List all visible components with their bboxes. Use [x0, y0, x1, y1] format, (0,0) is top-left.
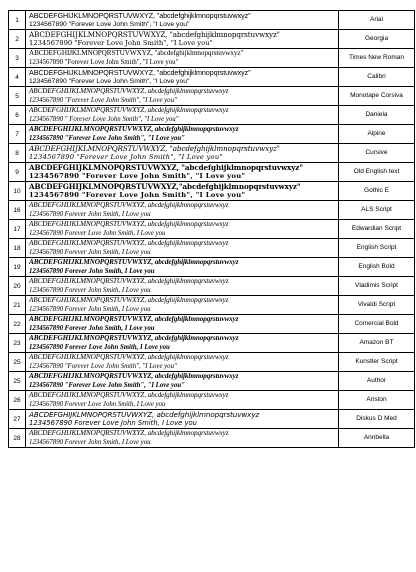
sample-phrase: 1234567890 " Forever Love John Smith", "I Love you" [29, 116, 179, 123]
sample-alphabet: ABCDEFGHIJKLMNOPQRSTUVWXYZ, "abcdefghijklmnopqrstuvwxyz" [29, 30, 280, 39]
sample-alphabet: ABCDEFGHIJKLMNOPQRSTUVWXYZ, abcdefghijklmnopqrstuvwxyz [29, 125, 239, 133]
font-name: Vladimis Script [339, 277, 415, 296]
row-number: 28 [9, 429, 26, 448]
font-name: Ariston [339, 391, 415, 410]
sample-alphabet: ABCDEFGHIJKLMNOPQRSTUVWXYZ, abcdefghijklmnopqrstuvwxyz [29, 239, 229, 247]
font-row [9, 258, 415, 277]
font-sample [26, 106, 339, 125]
font-sample [26, 334, 339, 353]
font-name: Georgia [339, 30, 415, 49]
font-name: Comercial Bold [339, 315, 415, 334]
font-name: Arial [339, 11, 415, 30]
font-row [9, 296, 415, 315]
font-sample-table [8, 10, 415, 448]
font-sample [26, 353, 339, 372]
row-number: 21 [9, 296, 26, 315]
font-sample [26, 11, 339, 30]
sample-phrase: 1234567890 "Forever Love John Smith", "I Love you" [29, 191, 246, 199]
font-row [9, 125, 415, 144]
font-name: Annbella [339, 429, 415, 448]
sample-phrase: 1234567890 "Forever Love John Smith", "I Love you" [29, 97, 177, 104]
sample-alphabet: ABCDEFGHIJKLMNOPQRSTUVWXYZ, abcdefghijklmnopqrstuvwxyz [29, 277, 229, 285]
font-name: Times New Roman [339, 49, 415, 68]
font-row [9, 49, 415, 68]
row-number: 1 [9, 11, 26, 30]
font-sample [26, 372, 339, 391]
row-number: 7 [9, 125, 26, 144]
sample-alphabet: ABCDEFGHIJKLMNOPQRSTUVWXYZ, "abcdefghijklmnopqrstuvwxyz" [29, 163, 303, 172]
font-name: Amazon BT [339, 334, 415, 353]
row-number: 18 [9, 239, 26, 258]
sample-phrase: 1234567890 "Forever Love John Smith", "I Love you" [29, 382, 185, 389]
font-sample [26, 429, 339, 448]
font-sample [26, 163, 339, 182]
row-number: 25 [9, 353, 26, 372]
row-number: 19 [9, 258, 26, 277]
sample-phrase: 1234567890 Forever John Smith, I Love you [29, 439, 151, 446]
sample-alphabet: ABCDEFGHIJKLMNOPQRSTUVWXYZ, "abcdefghijklmnopqrstuvwxyz" [29, 49, 244, 57]
font-sample [26, 201, 339, 220]
font-row [9, 391, 415, 410]
sample-alphabet: ABCDEFGHIJKLMNOPQRSTUVWXYZ, abcdefghijklmnopqrstuvwxyz [29, 201, 229, 209]
sample-phrase: 1234567890 Forever John Smith, I Love you [29, 268, 155, 275]
font-name: Edwardian Script [339, 220, 415, 239]
font-name: Alpine [339, 125, 415, 144]
font-name: Vivaldi Script [339, 296, 415, 315]
sample-phrase: 1234567890 Forever John Smith, I Love you [29, 306, 151, 313]
sample-alphabet: ABCDEFGHIJKLMNOPQRSTUVWXYZ, abcdefghijklmnopqrstuvwxyz [29, 258, 239, 266]
font-row [9, 277, 415, 296]
sample-phrase: 1234567890 Forever John Smith, I Love you [29, 287, 151, 294]
font-sample [26, 30, 339, 49]
sample-alphabet: ABCDEFGHIJKLMNOPQRSTUVWXYZ, abcdefghijklmnopqrstuvwxyz [29, 87, 229, 95]
font-row [9, 372, 415, 391]
sample-phrase: 1234567890 "Forever Love John Smith", "I Love you" [29, 135, 185, 142]
row-number: 10 [9, 182, 26, 201]
font-sample [26, 296, 339, 315]
font-name: Gothic E [339, 182, 415, 201]
sample-alphabet: ABCDEFGHIJKLMNOPQRSTUVWXYZ, "abcdefghijklmnopqrstuvwxyz" [29, 11, 251, 20]
sample-alphabet: ABCDEFGHIJKLMNOPQRSTUVWXYZ,"abcdefghijklmnopqrstuvwxyz" [29, 182, 301, 191]
font-sample [26, 87, 339, 106]
font-row [9, 68, 415, 87]
font-row [9, 163, 415, 182]
sample-alphabet: ABCDEFGHIJKLMNOPQRSTUVWXYZ, abcdefghijklmnopqrstuvwxyz [29, 315, 239, 323]
sample-alphabet: ABCDEFGHIJKLMNOPQRSTUVWXYZ, abcdefghijklmnopqrstuvwxyz [29, 106, 229, 114]
sample-alphabet: ABCDEFGHIJKLMNOPQRSTUVWXYZ, abcdefghijklmnopqrstuvwxyz [29, 334, 239, 342]
sample-phrase: 1234567890 Forever John Smith, I Love you [29, 325, 155, 332]
font-sample [26, 315, 339, 334]
row-number: 16 [9, 201, 26, 220]
row-number: 9 [9, 163, 26, 182]
font-row [9, 30, 415, 49]
font-row [9, 11, 415, 30]
sample-phrase: 1234567890 "Forever Love John Smith", "I Love you" [29, 363, 177, 370]
font-sample [26, 277, 339, 296]
sample-phrase: 1234567890 Forever John Smith, I Love you [29, 249, 151, 256]
font-row [9, 410, 415, 429]
row-number: 5 [9, 87, 26, 106]
row-number: 6 [9, 106, 26, 125]
font-row [9, 334, 415, 353]
row-number: 2 [9, 30, 26, 49]
font-sample [26, 410, 339, 429]
font-name: Diskus D Med [339, 410, 415, 429]
font-sample-rows [9, 11, 415, 448]
sample-alphabet: ABCDEFGHIJKLMNOPQRSTUVWXYZ, abcdefghijklmnopqrstuvwxyz [29, 429, 229, 437]
font-sample [26, 49, 339, 68]
sample-phrase: 1234567890 "Forever Love John Smith", "I Love you" [29, 39, 213, 47]
sample-phrase: 1234567890 Forever John Smith, I Love you [29, 211, 151, 218]
font-sample [26, 239, 339, 258]
sample-alphabet: ABCDEFGHIJKLMNOPQRSTUVWXYZ, abcdefghijklmnopqrstuvwxyz [29, 353, 229, 361]
font-name: Calibri [339, 68, 415, 87]
font-name: Author [339, 372, 415, 391]
sample-phrase: 1234567890 Forever Love John Smith, I Love you [29, 419, 197, 427]
sample-phrase: 1234567890 "Forever Love John Smith", "I Love you" [29, 21, 190, 28]
sample-alphabet: ABCDEFGHIJKLMNOPQRSTUVWXYZ, abcdefghijklmnopqrstuvwxyz [29, 220, 229, 228]
font-sample [26, 125, 339, 144]
font-name: Cursive [339, 144, 415, 163]
sample-alphabet: ABCDEFGHIJKLMNOPQRSTUVWXYZ, abcdefghijklmnopqrstuvwxyz [29, 296, 229, 304]
row-number: 27 [9, 410, 26, 429]
font-row [9, 315, 415, 334]
font-name: English Script [339, 239, 415, 258]
sample-phrase: 1234567890 "Forever Love John Smith", "I Love you" [29, 153, 223, 161]
sample-phrase: 1234567890 Forever Love John Smith, I Love you [29, 344, 170, 351]
sample-phrase: 1234567890 Forever Love John Smith, I Love you [29, 230, 166, 237]
font-sample [26, 220, 339, 239]
row-number: 3 [9, 49, 26, 68]
font-row [9, 201, 415, 220]
font-name: Daniela [339, 106, 415, 125]
row-number: 26 [9, 391, 26, 410]
font-name: Kunstler Script [339, 353, 415, 372]
sample-phrase: 1234567890 "Forever Love John Smith", "I Love you" [29, 78, 190, 85]
sample-alphabet: ABCDEFGHIJKLMNOPQRSTUVWXYZ, abcdefghijklmnopqrstuvwxyz [29, 410, 260, 419]
font-row [9, 353, 415, 372]
row-number: 17 [9, 220, 26, 239]
sample-phrase: 1234567890 "Forever Love John Smith", "I Love you" [29, 59, 179, 66]
font-row [9, 87, 415, 106]
font-row [9, 182, 415, 201]
row-number: 23 [9, 334, 26, 353]
font-sample [26, 144, 339, 163]
sample-phrase: 1234567890 "Forever Love John Smith", "I Love you" [29, 172, 246, 180]
font-row [9, 429, 415, 448]
sample-alphabet: ABCDEFGHIJKLMNOPQRSTUVWXYZ, "abcdefghijklmnopqrstuvwxyz" [29, 68, 251, 77]
font-row [9, 106, 415, 125]
row-number: 8 [9, 144, 26, 163]
font-name: Monotape Corsiva [339, 87, 415, 106]
row-number: 25 [9, 372, 26, 391]
sample-alphabet: ABCDEFGHIJKLMNOPQRSTUVWXYZ, abcdefghijklmnopqrstuvwxyz [29, 372, 239, 380]
row-number: 22 [9, 315, 26, 334]
row-number: 20 [9, 277, 26, 296]
font-row [9, 144, 415, 163]
font-sample [26, 258, 339, 277]
sample-alphabet: ABCDEFGHIJKLMNOPQRSTUVWXYZ, "abcdefghijklmnopqrstuvwxyz" [29, 144, 280, 153]
font-sample [26, 182, 339, 201]
font-name: English Bold [339, 258, 415, 277]
font-sample [26, 68, 339, 87]
font-row [9, 239, 415, 258]
row-number: 4 [9, 68, 26, 87]
sample-phrase: 1234567890 Forever Love John Smith, I Love you [29, 401, 166, 408]
font-row [9, 220, 415, 239]
sample-alphabet: ABCDEFGHIJKLMNOPQRSTUVWXYZ, abcdefghijklmnopqrstuvwxyz [29, 391, 229, 399]
font-name: Old English text [339, 163, 415, 182]
font-name: ALS Script [339, 201, 415, 220]
font-sample [26, 391, 339, 410]
